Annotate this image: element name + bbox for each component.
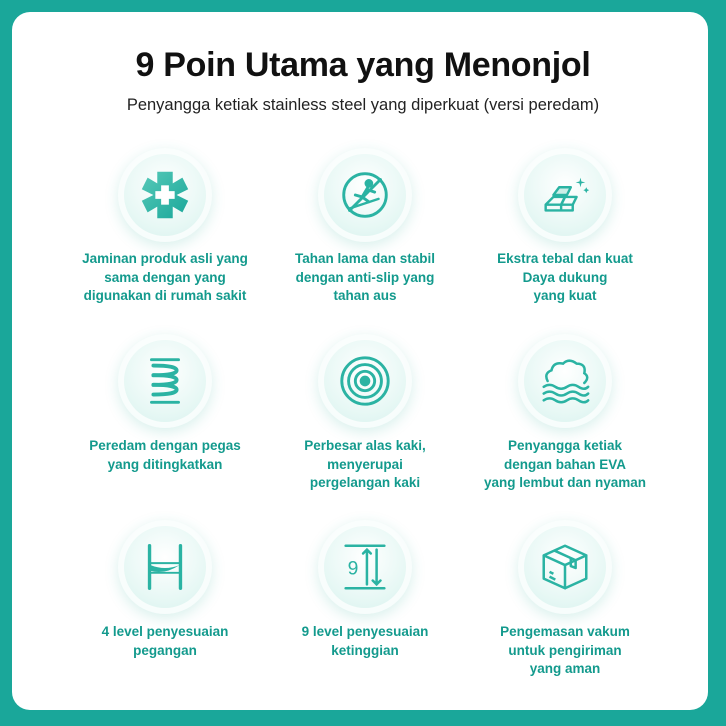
icon-badge [118, 148, 212, 242]
feature-label: 4 level penyesuaian pegangan [101, 624, 229, 658]
icon-badge [318, 334, 412, 428]
page-title: 9 Poin Utama yang Menonjol [135, 46, 591, 84]
feature-label: 9 level penyesuaian ketinggian [301, 624, 429, 658]
icon-badge [118, 520, 212, 614]
icon-badge [518, 148, 612, 242]
package-box-icon [536, 538, 594, 596]
spring-icon [136, 352, 194, 410]
icon-badge [318, 148, 412, 242]
concentric-circles-icon [336, 352, 394, 410]
feature-label: Perbesar alas kaki, menyerupai pergelangan kaki [304, 438, 426, 490]
feature-label: Ekstra tebal dan kuat Daya dukung yang kuat [497, 251, 633, 303]
page-subtitle: Penyangga ketiak stainless steel yang diperkuat (versi peredam) [126, 96, 600, 114]
feature-label: Jaminan produk asli yang sama dengan yang digunakan di rumah sakit [82, 251, 248, 303]
handle-adjust-icon [136, 538, 194, 596]
icon-badge [318, 520, 412, 614]
feature-label: Penyangga ketiak dengan bahan EVA yang lembut dan nyaman [483, 438, 647, 490]
anti-slip-icon [336, 166, 394, 224]
height-adjust-icon [336, 538, 394, 596]
soft-cloud-icon [536, 352, 594, 410]
feature-label: Pengemasan vakum untuk pengiriman yang aman [500, 624, 630, 676]
medical-cross-icon [136, 166, 194, 224]
feature-label: Tahan lama dan stabil dengan anti-slip yang tahan aus [294, 251, 436, 303]
icon-badge [518, 520, 612, 614]
icon-badge [518, 334, 612, 428]
height-level-number: 9 [347, 558, 359, 580]
feature-label: Peredam dengan pegas yang ditingkatkan [89, 438, 241, 472]
steel-bars-icon [536, 166, 594, 224]
icon-badge [118, 334, 212, 428]
